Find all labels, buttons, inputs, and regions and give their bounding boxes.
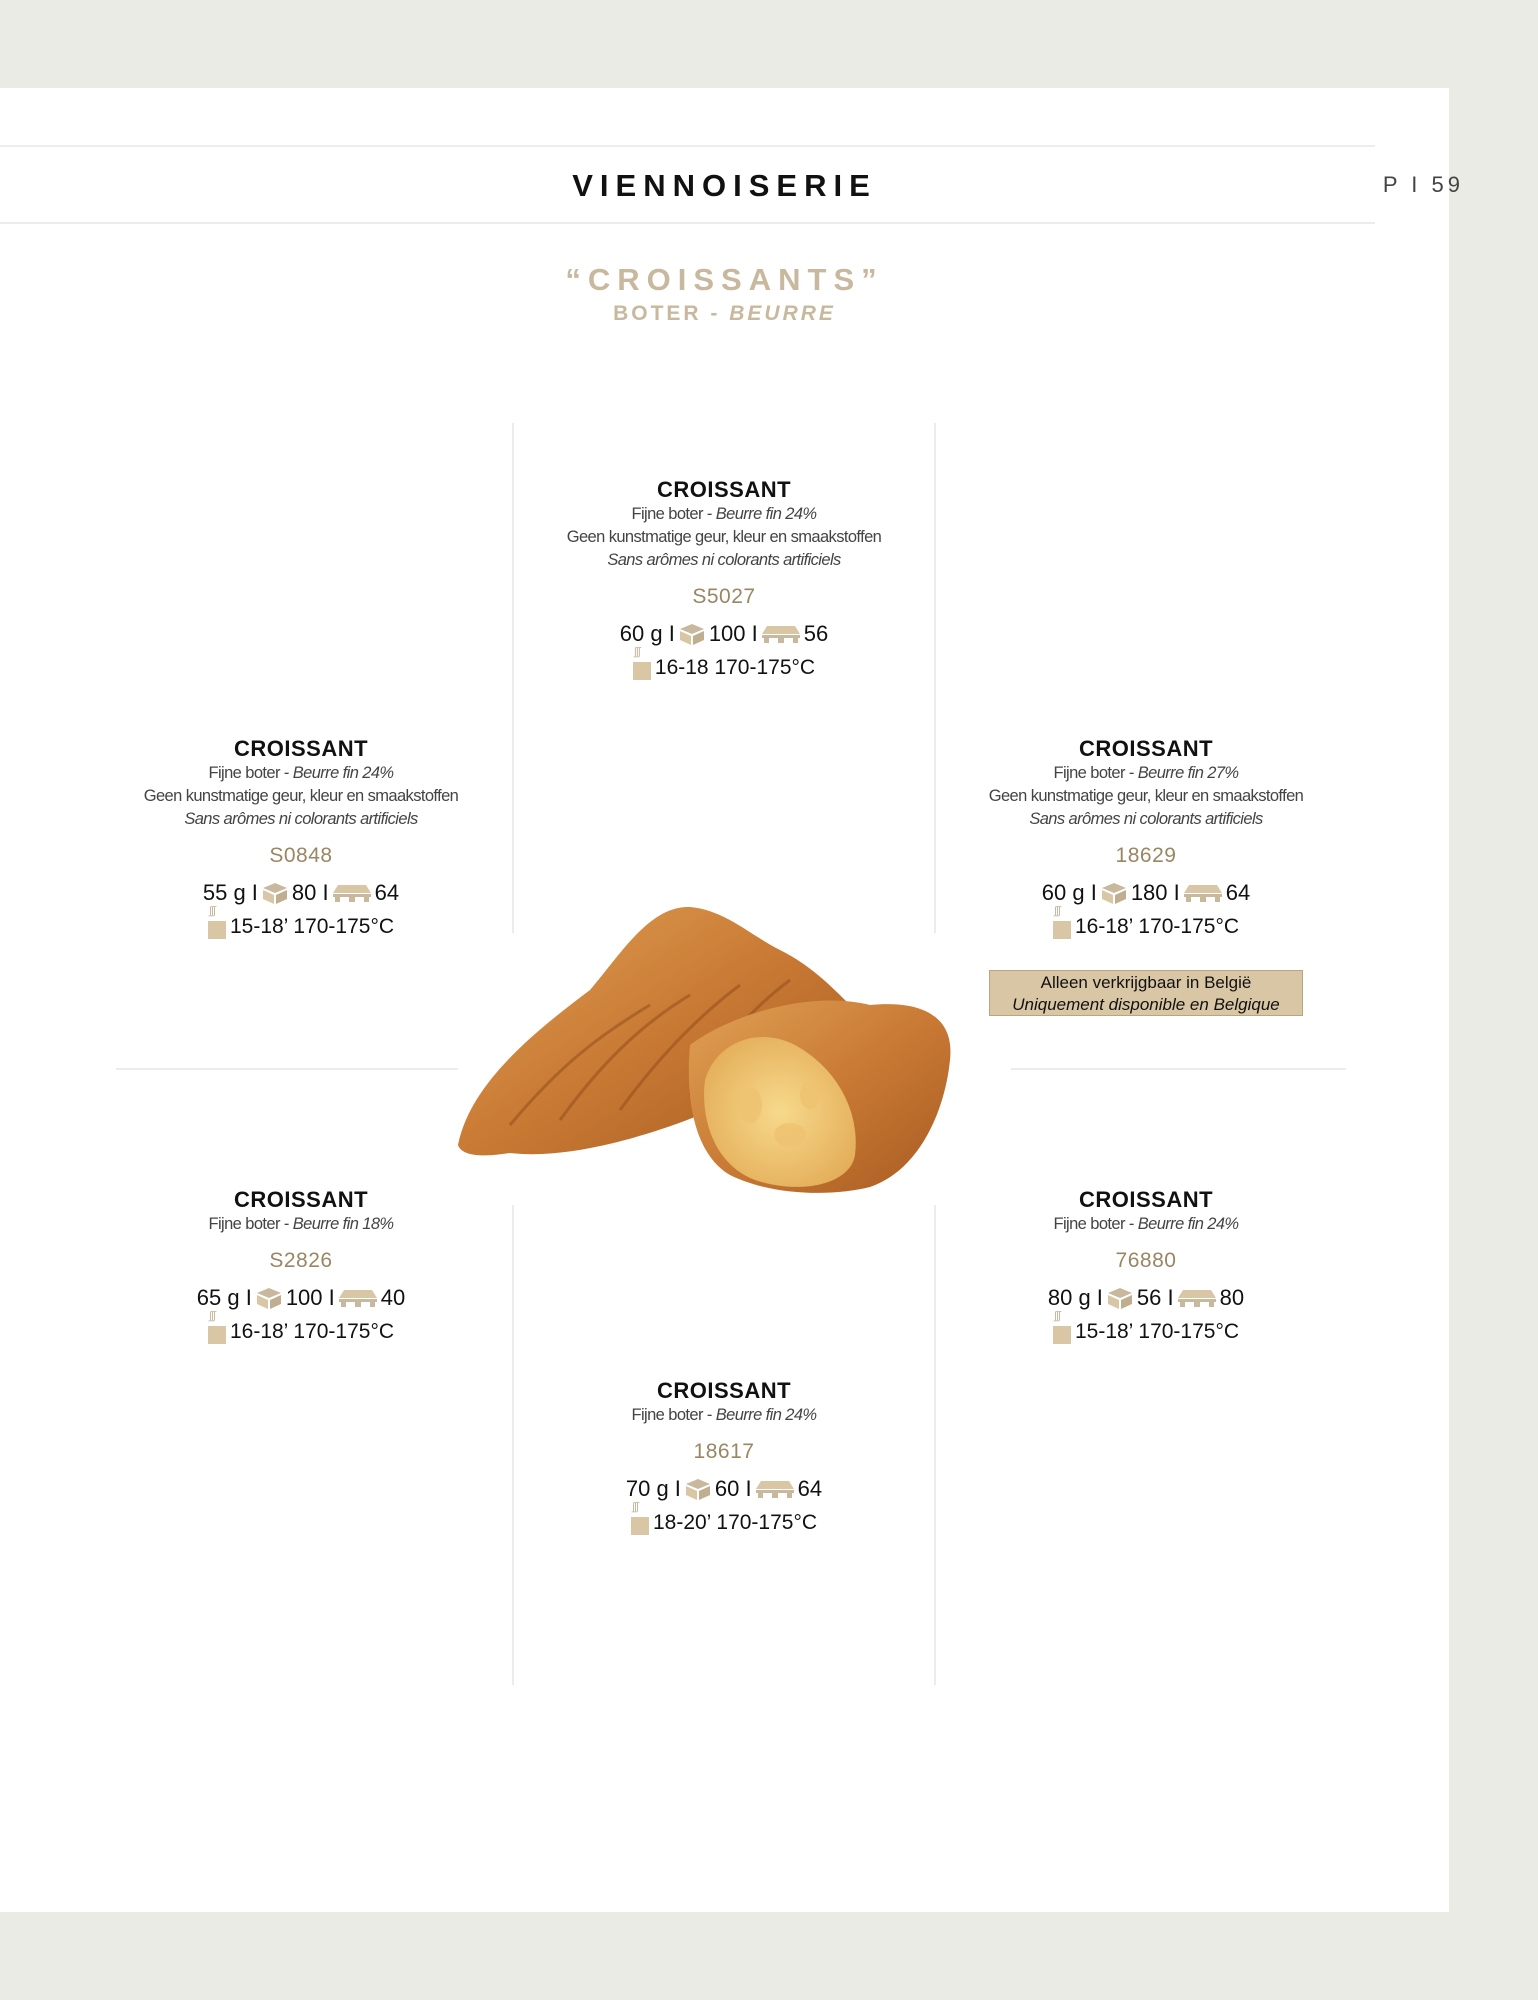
product-per-box: 100 I xyxy=(708,621,758,646)
box-icon xyxy=(1106,1286,1134,1310)
oven-icon: ∫∫∫ xyxy=(208,919,226,939)
product-bake-text: 15-18’ 170-175°C xyxy=(229,915,395,938)
section-title: VIENNOISERIE xyxy=(572,168,877,203)
product-note-fr: Sans arômes ni colorants artificiels xyxy=(184,810,418,828)
category-subtitle-fr: BEURRE xyxy=(729,302,836,325)
product-specs xyxy=(524,620,924,648)
column-divider-right-top xyxy=(934,423,936,933)
oven-icon: ∫∫∫ xyxy=(631,1515,649,1535)
product-name: CROISSANT xyxy=(656,1378,792,1403)
category-subtitle-nl: BOTER - xyxy=(613,302,730,325)
product-bake-text: 18-20’ 170-175°C xyxy=(652,1511,818,1534)
product-butter xyxy=(946,762,1346,785)
badge-text-nl: Alleen verkrijgbaar in België xyxy=(1040,973,1252,992)
product-butter-fr: Beurre fin 18% xyxy=(292,1215,394,1233)
product-bake xyxy=(524,1501,924,1535)
croissant-photo xyxy=(450,895,960,1205)
product-butter-fr: Beurre fin 24% xyxy=(715,1406,817,1424)
product-per-box: 56 I xyxy=(1136,1285,1174,1310)
page-number: P I 59 xyxy=(1382,172,1464,197)
product-code: S2826 xyxy=(269,1249,333,1272)
pallet-icon xyxy=(1177,1288,1217,1308)
product-weight: 60 g I xyxy=(619,621,675,646)
product-weight: 65 g I xyxy=(196,1285,252,1310)
product-per-pallet: 64 xyxy=(797,1476,823,1501)
product-bake xyxy=(524,646,924,680)
product-weight: 80 g I xyxy=(1047,1285,1103,1310)
product-butter-fr: Beurre fin 24% xyxy=(715,505,817,523)
product-note-fr: Sans arômes ni colorants artificiels xyxy=(1029,810,1263,828)
pallet-icon xyxy=(1183,883,1223,903)
product-bake-text: 16-18’ 170-175°C xyxy=(1074,915,1240,938)
product-code: 18617 xyxy=(693,1440,755,1463)
header-rule-bottom xyxy=(0,222,1375,224)
product-card xyxy=(101,1187,501,1344)
product-specs xyxy=(101,1284,501,1312)
product-name: CROISSANT xyxy=(233,1187,369,1212)
column-divider-left-bottom xyxy=(512,1205,514,1685)
product-butter-nl: Fijne boter - xyxy=(1053,764,1138,782)
product-weight: 70 g I xyxy=(625,1476,681,1501)
row-divider-right xyxy=(1011,1068,1346,1070)
column-divider-left-top xyxy=(512,423,514,933)
box-icon xyxy=(261,881,289,905)
product-specs xyxy=(524,1475,924,1503)
product-bake-text: 15-18’ 170-175°C xyxy=(1074,1320,1240,1343)
product-code: S5027 xyxy=(692,585,756,608)
category-title: “CROISSANTS” xyxy=(565,262,884,297)
product-per-pallet: 56 xyxy=(803,621,829,646)
product-bake-text: 16-18 170-175°C xyxy=(654,656,816,679)
product-code: S0848 xyxy=(269,844,333,867)
product-butter-nl: Fijne boter - xyxy=(631,505,716,523)
product-butter xyxy=(524,503,924,526)
product-butter xyxy=(946,1213,1346,1236)
box-icon xyxy=(255,1286,283,1310)
product-per-box: 180 I xyxy=(1130,880,1180,905)
product-bake xyxy=(946,1310,1346,1344)
badge-text-fr: Uniquement disponible en Belgique xyxy=(1012,995,1280,1014)
product-butter-fr: Beurre fin 24% xyxy=(1137,1215,1239,1233)
product-specs xyxy=(101,879,501,907)
category-subtitle xyxy=(0,302,1449,326)
product-per-pallet: 64 xyxy=(374,880,400,905)
product-card xyxy=(524,1378,924,1535)
product-note-nl: Geen kunstmatige geur, kleur en smaakstoffen xyxy=(143,787,459,805)
product-butter xyxy=(101,762,501,785)
oven-icon: ∫∫∫ xyxy=(208,1324,226,1344)
availability-badge xyxy=(989,970,1303,1016)
pallet-icon xyxy=(338,1288,378,1308)
pallet-icon xyxy=(332,883,372,903)
product-per-box: 80 I xyxy=(291,880,329,905)
product-note-nl: Geen kunstmatige geur, kleur en smaakstoffen xyxy=(566,528,882,546)
product-name: CROISSANT xyxy=(1078,1187,1214,1212)
box-icon xyxy=(684,1477,712,1501)
product-note-fr: Sans arômes ni colorants artificiels xyxy=(607,551,841,569)
product-name: CROISSANT xyxy=(233,736,369,761)
product-per-box: 60 I xyxy=(714,1476,752,1501)
product-butter-nl: Fijne boter - xyxy=(631,1406,716,1424)
oven-icon: ∫∫∫ xyxy=(633,660,651,680)
product-weight: 55 g I xyxy=(202,880,258,905)
product-per-pallet: 40 xyxy=(380,1285,406,1310)
product-butter xyxy=(101,1213,501,1236)
box-icon xyxy=(1100,881,1128,905)
pallet-icon xyxy=(755,1479,795,1499)
product-card xyxy=(101,736,501,939)
product-card xyxy=(946,1187,1346,1344)
box-icon xyxy=(678,622,706,646)
product-bake-text: 16-18’ 170-175°C xyxy=(229,1320,395,1343)
product-bake xyxy=(101,905,501,939)
product-bake xyxy=(946,905,1346,939)
product-card xyxy=(946,736,1346,939)
product-code: 76880 xyxy=(1115,1249,1177,1272)
product-butter-nl: Fijne boter - xyxy=(1053,1215,1138,1233)
product-per-box: 100 I xyxy=(285,1285,335,1310)
column-divider-right-bottom xyxy=(934,1205,936,1685)
product-per-pallet: 64 xyxy=(1225,880,1251,905)
product-butter xyxy=(524,1404,924,1427)
header-rule-top xyxy=(0,145,1375,147)
row-divider-left xyxy=(116,1068,458,1070)
pallet-icon xyxy=(761,624,801,644)
product-name: CROISSANT xyxy=(656,477,792,502)
product-code: 18629 xyxy=(1115,844,1177,867)
product-name: CROISSANT xyxy=(1078,736,1214,761)
product-card xyxy=(524,477,924,680)
product-per-pallet: 80 xyxy=(1219,1285,1245,1310)
product-specs xyxy=(946,879,1346,907)
product-butter-fr: Beurre fin 27% xyxy=(1137,764,1239,782)
product-bake xyxy=(101,1310,501,1344)
product-butter-nl: Fijne boter - xyxy=(208,1215,293,1233)
oven-icon: ∫∫∫ xyxy=(1053,919,1071,939)
product-butter-fr: Beurre fin 24% xyxy=(292,764,394,782)
product-butter-nl: Fijne boter - xyxy=(208,764,293,782)
oven-icon: ∫∫∫ xyxy=(1053,1324,1071,1344)
product-note-nl: Geen kunstmatige geur, kleur en smaakstoffen xyxy=(988,787,1304,805)
product-specs xyxy=(946,1284,1346,1312)
product-weight: 60 g I xyxy=(1041,880,1097,905)
